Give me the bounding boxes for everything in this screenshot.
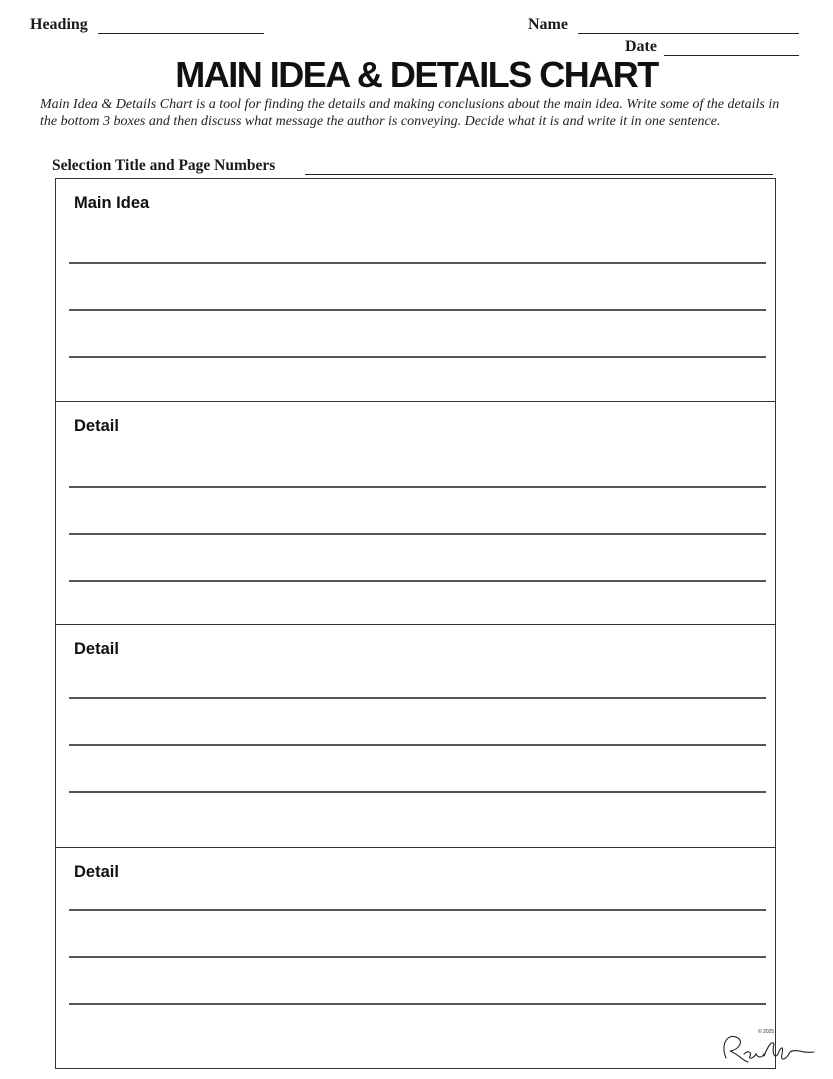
heading-blank[interactable] bbox=[98, 33, 264, 34]
writing-line[interactable] bbox=[69, 580, 766, 582]
detail-label: Detail bbox=[74, 417, 119, 435]
writing-line[interactable] bbox=[69, 486, 766, 488]
detail-box-3 bbox=[56, 847, 775, 1070]
signature-icon bbox=[716, 1024, 816, 1068]
instructions-text: Main Idea & Details Chart is a tool for finding the details and making conclusions about the main idea. Write some of the details in the bottom 3 boxes and then discuss what message the author is conveying. Decide what it is and write it in one sentence. bbox=[40, 97, 780, 129]
writing-line[interactable] bbox=[69, 956, 766, 958]
detail-label: Detail bbox=[74, 640, 119, 658]
name-label: Name bbox=[528, 16, 568, 33]
detail-label: Detail bbox=[74, 863, 119, 881]
writing-line[interactable] bbox=[69, 791, 766, 793]
writing-line[interactable] bbox=[69, 533, 766, 535]
heading-label: Heading bbox=[30, 16, 88, 33]
writing-line[interactable] bbox=[69, 697, 766, 699]
selection-title-blank[interactable] bbox=[305, 174, 773, 175]
main-idea-box bbox=[56, 179, 775, 402]
detail-box-2 bbox=[56, 624, 775, 847]
writing-line[interactable] bbox=[69, 262, 766, 264]
detail-box-1 bbox=[56, 401, 775, 624]
copyright-text: © 2025 bbox=[758, 1029, 775, 1035]
selection-title-label: Selection Title and Page Numbers bbox=[52, 157, 276, 174]
writing-line[interactable] bbox=[69, 909, 766, 911]
main-idea-label: Main Idea bbox=[74, 194, 150, 212]
date-label: Date bbox=[625, 38, 657, 55]
writing-line[interactable] bbox=[69, 1003, 766, 1005]
writing-line[interactable] bbox=[69, 744, 766, 746]
page-title: MAIN IDEA & DETAILS CHART bbox=[175, 54, 658, 95]
main-idea-details-chart bbox=[55, 178, 776, 1069]
name-blank[interactable] bbox=[578, 33, 799, 34]
writing-line[interactable] bbox=[69, 309, 766, 311]
writing-line[interactable] bbox=[69, 356, 766, 358]
